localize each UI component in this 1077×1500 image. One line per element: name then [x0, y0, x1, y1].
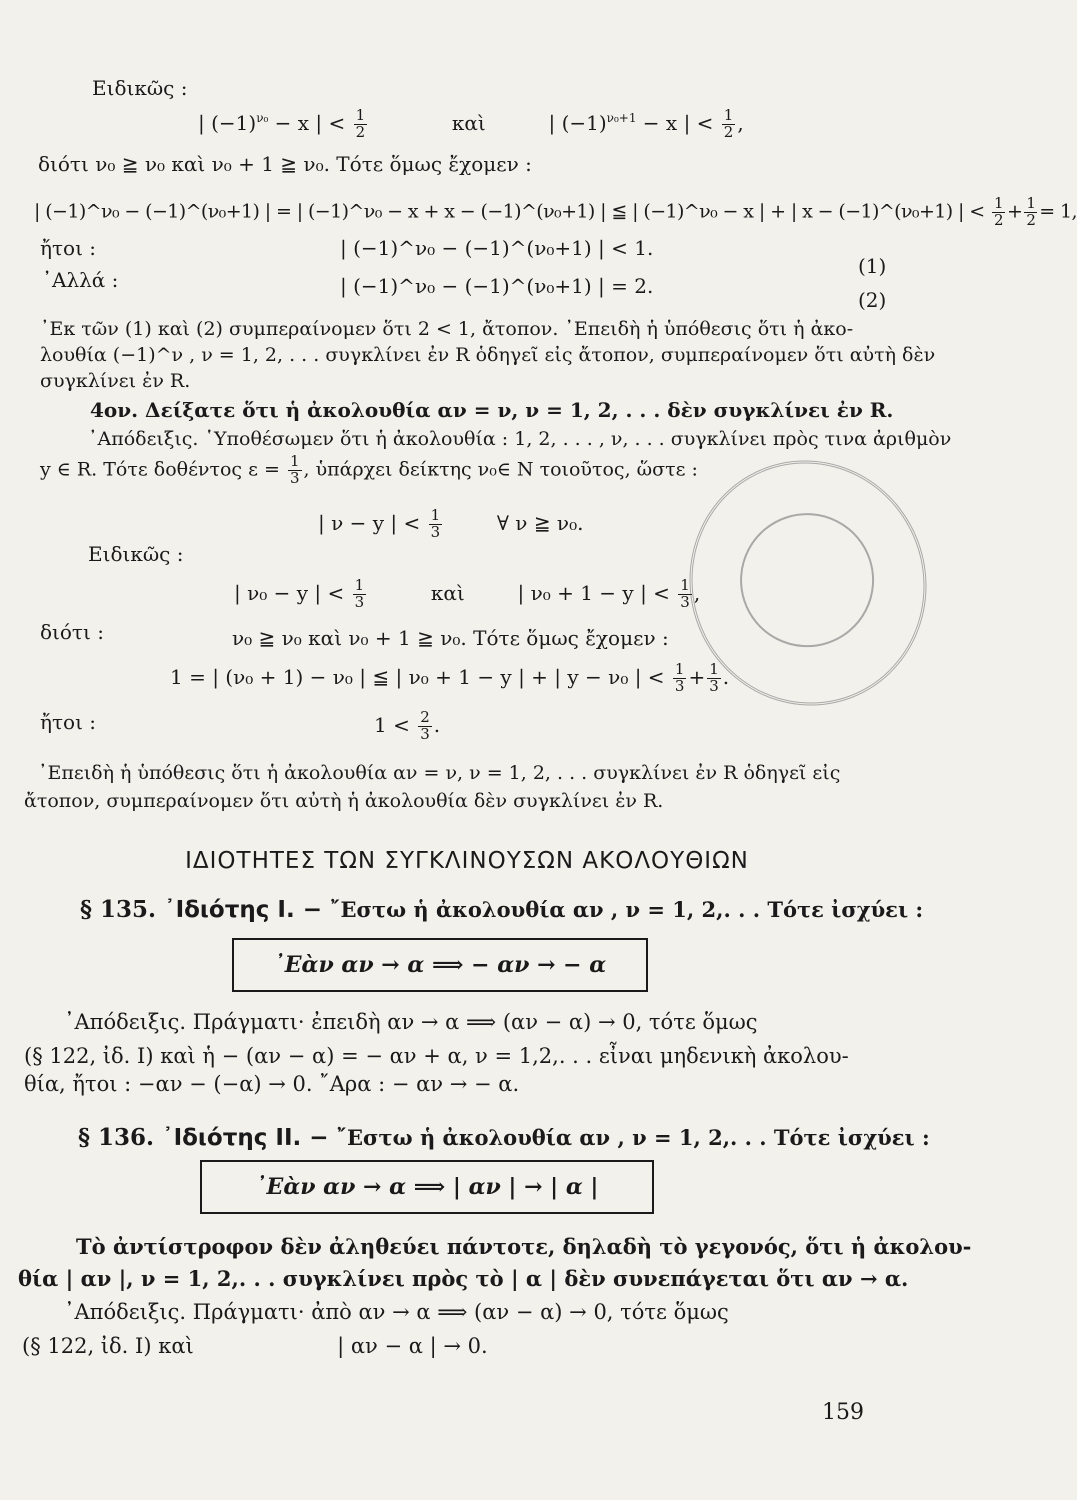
stamp-inner-ring — [723, 496, 892, 665]
num: 1 — [709, 660, 719, 678]
given-a: y ∈ R. Τότε δοθέντος ε = — [40, 458, 280, 481]
conclusion-line-3: συγκλίνει ἐν R. — [40, 370, 191, 392]
num: 1 — [723, 106, 734, 124]
itoi-label-2: ἤτοι : — [40, 710, 97, 734]
den: 3 — [709, 676, 719, 695]
num: 1 — [355, 106, 366, 124]
conclusion-line-2: λουθία (−1)^ν , ν = 1, 2, . . . συγκλίνει ἐν R ὁδηγεῖ εἰς ἄτοπον, συμπεραίνομεν ὅτι αὐτὴ δὲν — [40, 344, 936, 366]
given-b: , ὑπάρχει δείκτης ν₀∈ N τοιοῦτος, ὥστε : — [303, 458, 698, 481]
proof-135-line-3: θία, ἤτοι : −αν − (−α) → 0. ῎Αρα : − αν → − α. — [24, 1072, 520, 1096]
property-2-box: ᾿Εὰν αν → α ⟹ | αν | → | α | — [200, 1160, 654, 1214]
forall-inequality — [318, 508, 583, 541]
fraction — [1024, 196, 1037, 229]
conclusion-2-line-2: ἄτοπον, συμπεραίνομεν ὅτι αὐτὴ ἡ ἀκολουθία δὲν συγκλίνει ἐν R. — [24, 790, 664, 812]
expr-part: − x | < — [636, 110, 714, 135]
expr-part: | (−1) — [198, 110, 257, 135]
conclusion-2-line-1: ᾿Επειδὴ ἡ ὑπόθεσις ὅτι ἡ ἀκολουθία αν = ν, ν = 1, 2, . . . συγκλίνει ἐν R ὁδηγεῖ εἰς — [38, 762, 841, 784]
conclusion-line-1: ᾿Εκ τῶν (1) καὶ (2) συμπεραίνομεν ὅτι 2 < 1, ἄτοπον. ᾿Επειδὴ ἡ ὑπόθεσις ὅτι ἡ ἀκο- — [40, 318, 854, 340]
proof-135-line-1: ᾿Απόδειξις. Πράγματι· ἐπειδὴ αν → α ⟹ (αν − α) → 0, τότε ὅμως — [64, 1010, 758, 1034]
den: 3 — [680, 592, 690, 611]
property-name: ᾿Ιδιότης Ι. − — [164, 897, 322, 923]
expr-part: − x | < — [268, 110, 346, 135]
fraction — [429, 508, 443, 541]
note-136-line-1: Τὸ ἀντίστροφον δὲν ἀληθεύει πάντοτε, δηλαδὴ τὸ γεγονός, ὅτι ἡ ἀκολου- — [76, 1234, 972, 1259]
alla-label: ᾿Αλλά : — [42, 268, 119, 292]
property-statement: ῎Εστω ἡ ἀκολουθία αν , ν = 1, 2,. . . Τότε ἰσχύει : — [336, 1125, 930, 1150]
den: 2 — [1026, 210, 1036, 229]
itoi-expression-1: | (−1)^ν₀ − (−1)^(ν₀+1) | < 1. — [340, 236, 654, 260]
exp: ν₀+1 — [606, 111, 637, 126]
proof-136-line-1: ᾿Απόδειξις. Πράγματι· ἀπὸ αν → α ⟹ (αν − α) → 0, τότε ὅμως — [64, 1300, 729, 1324]
ineq: 1 = | (ν₀ + 1) − ν₀ | ≦ | ν₀ + 1 − y | + | y − ν₀ | < — [170, 664, 665, 689]
equation-number-2: (2) — [858, 288, 887, 312]
fraction — [353, 578, 367, 611]
num: 1 — [1026, 194, 1036, 212]
property-statement: ῎Εστω ἡ ἀκολουθία αν , ν = 1, 2,. . . Τότε ἰσχύει : — [329, 897, 924, 922]
num: 1 — [430, 506, 441, 524]
fraction — [673, 662, 687, 695]
section-number: § 136. — [78, 1124, 155, 1151]
fraction — [354, 108, 368, 141]
eidikos-label-2: Eιδικῶς : — [88, 542, 184, 566]
given-epsilon-line — [40, 454, 698, 487]
alla-expression: | (−1)^ν₀ − (−1)^(ν₀+1) | = 2. — [340, 274, 654, 298]
res-a: 1 < — [374, 712, 410, 737]
chain-end: = 1, — [1039, 200, 1077, 223]
dioti-line: διότι ν₀ ≧ ν₀ καὶ ν₀ + 1 ≧ ν₀. Τότε ὅμως ἔχομεν : — [38, 152, 532, 176]
forall-a: | ν − y | < — [318, 510, 421, 535]
den: 3 — [674, 676, 685, 695]
den: 2 — [723, 122, 734, 141]
fraction — [722, 108, 736, 141]
fraction — [992, 196, 1005, 229]
page-number: 159 — [822, 1400, 864, 1425]
exp: ν₀ — [256, 111, 269, 126]
section-heading: ΙΔΙΟΤΗΤΕΣ ΤΩΝ ΣΥΓΚΛΙΝΟΥΣΩΝ ΑΚΟΛΟΥΘΙΩΝ — [185, 848, 749, 874]
fraction — [707, 662, 721, 695]
equation-number-1: (1) — [858, 254, 887, 278]
plus: + — [1006, 200, 1023, 223]
section-135-title — [80, 896, 923, 923]
chain: | (−1)^ν₀ − (−1)^(ν₀+1) | = | (−1)^ν₀ − x + x − (−1)^(ν₀+1) | ≦ | (−1)^ν₀ − x | + | x − (−1)^(ν₀+1) | < — [34, 200, 985, 223]
property-1-box: ᾿Εὰν αν → α ⟹ − αν → − α — [232, 938, 648, 992]
proof-135-line-2: (§ 122, ἰδ. Ι) καὶ ἡ − (αν − α) = − αν + α, ν = 1,2,. . . εἶναι μηδενικὴ ἀκολου- — [24, 1044, 849, 1068]
proof-136-line-2 — [22, 1334, 488, 1359]
dioti-text-2: ν₀ ≧ ν₀ καὶ ν₀ + 1 ≧ ν₀. Τότε ὅμως ἔχομεν : — [232, 626, 669, 650]
inequality-line-1: | $(-1)^{\nu_0} - x$ | < $\frac{1}{2}$ καὶ | $(-1)^{\nu_0+1} - x$ | < $\frac{1}{2}$ , — [198, 106, 744, 141]
section-136-title — [78, 1124, 930, 1151]
dioti-label-2: διότι : — [40, 620, 104, 644]
num: 1 — [680, 576, 690, 594]
itoi-label-1: ἤτοι : — [40, 236, 97, 260]
triangle-inequality: 1 = | (ν₀ + 1) − ν₀ | ≦ | ν₀ + 1 − y | + | y − ν₀ | < $\frac{1}{3}$ + $\frac{1}{3}$ . — [170, 660, 730, 695]
note-136-line-2: θία | αν |, ν = 1, 2,. . . συγκλίνει πρὸς τὸ | α | δὲν συνεπάγεται ὅτι αν → α. — [18, 1266, 909, 1291]
proof-136-expr: | αν − α | → 0. — [337, 1334, 488, 1358]
den: 3 — [289, 468, 300, 487]
num: 1 — [994, 194, 1003, 212]
fraction — [418, 710, 432, 743]
kai: καὶ — [430, 580, 465, 605]
num: 1 — [289, 452, 300, 470]
proof-intro: ᾿Απόδειξις. ῾Υποθέσωμεν ὅτι ἡ ἀκολουθία : 1, 2, . . . , ν, . . . συγκλίνει πρὸς τινα ἀριθμὸν — [88, 428, 952, 450]
exercise-4-title: 4ον. Δείξατε ὅτι ἡ ἀκολουθία αν = ν, ν = 1, 2, . . . δὲν συγκλίνει ἐν R. — [90, 398, 894, 422]
eidikos-label-1: Eιδικῶς : — [92, 76, 188, 100]
forall-b: ∀ ν ≧ ν₀. — [496, 510, 584, 535]
chain-inequality — [34, 196, 1077, 229]
den: 3 — [420, 724, 430, 743]
den: 2 — [355, 122, 366, 141]
sp-b: | ν₀ + 1 − y | < — [517, 580, 670, 605]
proof-136-ref: (§ 122, ἰδ. Ι) καὶ — [22, 1334, 194, 1358]
result-inequality: 1 < $\frac{2}{3}$ . — [374, 708, 441, 743]
fraction — [288, 454, 302, 487]
num: 2 — [420, 708, 430, 726]
den: 3 — [430, 522, 441, 541]
special-inequalities: | ν₀ − y | < $\frac{1}{3}$ καὶ | ν₀ + 1 − y | < $\frac{1}{3}$ , — [234, 576, 701, 611]
den: 3 — [354, 592, 365, 611]
property-name: ᾿Ιδιότης ΙΙ. − — [162, 1125, 329, 1151]
num: 1 — [354, 576, 365, 594]
section-number: § 135. — [80, 896, 157, 923]
num: 1 — [674, 660, 685, 678]
den: 2 — [994, 210, 1003, 229]
kai: καὶ — [451, 110, 486, 135]
sp-a: | ν₀ − y | < — [234, 580, 345, 605]
expr-part: | (−1) — [548, 110, 607, 135]
